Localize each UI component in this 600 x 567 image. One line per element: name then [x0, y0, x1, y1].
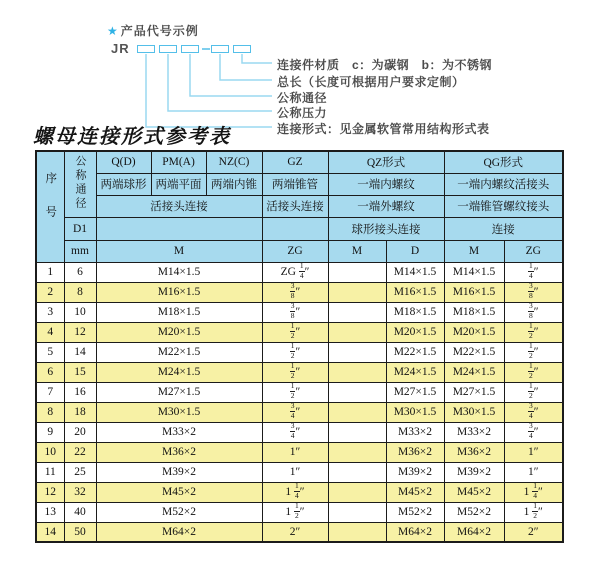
code-label-length: 总长（长度可根据用户要求定制） — [277, 75, 465, 89]
cell-qg-m: M16×1.5 — [444, 282, 504, 302]
cell-qz-d: M18×1.5 — [386, 302, 444, 322]
code-box-1 — [137, 45, 155, 53]
cell-m: M30×1.5 — [96, 402, 262, 422]
cell-m: M18×1.5 — [96, 302, 262, 322]
cell-seq: 12 — [36, 482, 64, 502]
code-label-material: 连接件材质 c：为碳钢 b：为不锈钢 — [277, 58, 493, 72]
cell-gz: $\frac{3}{4}$ ″ — [262, 402, 328, 422]
cell-mm: 6 — [64, 262, 96, 282]
cell-gz: $\frac{1}{2}$ ″ — [262, 362, 328, 382]
cell-seq: 1 — [36, 262, 64, 282]
header-union-conn: 活接头连接 — [96, 195, 262, 217]
cell-qz-m — [328, 522, 386, 542]
cell-qz-d: M27×1.5 — [386, 382, 444, 402]
cell-gz: 2″ — [262, 522, 328, 542]
cell-seq: 5 — [36, 342, 64, 362]
cell-mm: 22 — [64, 442, 96, 462]
code-label-bore: 公称通径 — [277, 91, 328, 105]
cell-qg-m: M36×2 — [444, 442, 504, 462]
cell-qz-m — [328, 342, 386, 362]
cell-qz-m — [328, 282, 386, 302]
header-code-nz: NZ(C) — [206, 151, 262, 173]
header-pm-ends: 两端平面 — [151, 173, 206, 195]
header-qz-ext-thread: 一端外螺纹 — [328, 195, 444, 217]
header-qz-ball-conn: 球形接头连接 — [328, 217, 444, 240]
cell-gz: $\frac{1}{2}$ ″ — [262, 342, 328, 362]
header-gz-ends: 两端锥管 — [262, 173, 328, 195]
cell-m: M33×2 — [96, 422, 262, 442]
cell-qg-m: M20×1.5 — [444, 322, 504, 342]
header-gz-conn: 活接头连接 — [262, 195, 328, 217]
cell-qg-zg: $\frac{3}{4}$ ″ — [504, 402, 563, 422]
cell-mm: 18 — [64, 402, 96, 422]
cell-gz: 1 $\frac{1}{2}$ ″ — [262, 502, 328, 522]
header-d1: D1 — [64, 217, 96, 240]
header-unit-qz-d: D — [386, 240, 444, 262]
cell-qg-m: M30×1.5 — [444, 402, 504, 422]
cell-mm: 8 — [64, 282, 96, 302]
header-qg-taper-thread: 一端锥管螺纹接头 — [444, 195, 563, 217]
table-row — [36, 422, 563, 442]
cell-mm: 15 — [64, 362, 96, 382]
header-qg-conn: 连接 — [444, 217, 563, 240]
table-row — [36, 362, 563, 382]
table-row — [36, 322, 563, 342]
cell-seq: 8 — [36, 402, 64, 422]
code-label-pressure: 公称压力 — [277, 106, 328, 120]
cell-m: M64×2 — [96, 522, 262, 542]
cell-qg-m: M45×2 — [444, 482, 504, 502]
cell-qg-m: M52×2 — [444, 502, 504, 522]
cell-qz-d: M30×1.5 — [386, 402, 444, 422]
cell-qg-zg: $\frac{1}{2}$ ″ — [504, 362, 563, 382]
cell-m: M24×1.5 — [96, 362, 262, 382]
header-code-q: Q(D) — [96, 151, 151, 173]
cell-m: M27×1.5 — [96, 382, 262, 402]
cell-gz: 1″ — [262, 462, 328, 482]
cell-mm: 40 — [64, 502, 96, 522]
cell-qz-d: M24×1.5 — [386, 362, 444, 382]
cell-qz-m — [328, 362, 386, 382]
code-prefix: JR — [111, 41, 130, 56]
code-box-4 — [211, 45, 229, 53]
cell-qz-m — [328, 502, 386, 522]
cell-seq: 13 — [36, 502, 64, 522]
cell-qz-m — [328, 262, 386, 282]
cell-qg-m: M39×2 — [444, 462, 504, 482]
cell-qg-zg: 1 $\frac{1}{4}$ ″ — [504, 482, 563, 502]
header-code-gz: GZ — [262, 151, 328, 173]
header-q-ends: 两端球形 — [96, 173, 151, 195]
cell-seq: 10 — [36, 442, 64, 462]
cell-m: M45×2 — [96, 482, 262, 502]
cell-qz-m — [328, 482, 386, 502]
cell-qz-d: M14×1.5 — [386, 262, 444, 282]
cell-qg-zg: $\frac{3}{8}$ ″ — [504, 302, 563, 322]
cell-qg-m: M64×2 — [444, 522, 504, 542]
cell-gz: $\frac{3}{8}$ ″ — [262, 302, 328, 322]
table-row — [36, 522, 563, 542]
cell-qg-zg: 1″ — [504, 442, 563, 462]
header-unit-m: M — [96, 240, 262, 262]
table-row — [36, 502, 563, 522]
table-row — [36, 342, 563, 362]
table-row — [36, 442, 563, 462]
cell-gz: 1″ — [262, 442, 328, 462]
table-header — [36, 151, 563, 262]
cell-qz-m — [328, 322, 386, 342]
cell-gz: $\frac{3}{8}$ ″ — [262, 282, 328, 302]
cell-qg-m: M18×1.5 — [444, 302, 504, 322]
cell-qg-m: M14×1.5 — [444, 262, 504, 282]
cell-gz: 1 $\frac{1}{4}$ ″ — [262, 482, 328, 502]
cell-qz-m — [328, 382, 386, 402]
cell-seq: 2 — [36, 282, 64, 302]
header-qg-thread: 一端内螺纹活接头 — [444, 173, 563, 195]
cell-gz: $\frac{1}{2}$ ″ — [262, 382, 328, 402]
cell-mm: 32 — [64, 482, 96, 502]
header-nz-ends: 两端内锥 — [206, 173, 262, 195]
cell-qz-d: M36×2 — [386, 442, 444, 462]
cell-seq: 3 — [36, 302, 64, 322]
cell-m: M14×1.5 — [96, 262, 262, 282]
cell-mm: 25 — [64, 462, 96, 482]
header-code-qg: QG形式 — [444, 151, 563, 173]
cell-qz-d: M64×2 — [386, 522, 444, 542]
cell-m: M52×2 — [96, 502, 262, 522]
cell-qz-d: M22×1.5 — [386, 342, 444, 362]
cell-qg-zg: $\frac{3}{8}$ ″ — [504, 282, 563, 302]
cell-qg-zg: $\frac{1}{2}$ ″ — [504, 342, 563, 362]
cell-qg-zg: $\frac{1}{2}$ ″ — [504, 382, 563, 402]
cell-m: M16×1.5 — [96, 282, 262, 302]
cell-m: M20×1.5 — [96, 322, 262, 342]
cell-mm: 12 — [64, 322, 96, 342]
code-label-connection: 连接形式：见金属软管常用结构形式表 — [277, 122, 490, 136]
cell-qg-zg: $\frac{3}{4}$ ″ — [504, 422, 563, 442]
cell-mm: 16 — [64, 382, 96, 402]
cell-qz-d: M16×1.5 — [386, 282, 444, 302]
code-box-5 — [233, 45, 251, 53]
cell-qz-m — [328, 302, 386, 322]
header-bore: 公称通径 — [64, 151, 96, 217]
table-row — [36, 382, 563, 402]
cell-qg-zg: 2″ — [504, 522, 563, 542]
star-icon: ★ — [107, 24, 119, 38]
cell-mm: 50 — [64, 522, 96, 542]
example-title — [107, 22, 199, 39]
header-code-pm: PM(A) — [151, 151, 206, 173]
example-title-text: 产品代号示例 — [120, 24, 199, 38]
cell-mm: 20 — [64, 422, 96, 442]
cell-seq: 4 — [36, 322, 64, 342]
cell-qz-m — [328, 442, 386, 462]
header-unit-qg-m: M — [444, 240, 504, 262]
header-unit-qz-m: M — [328, 240, 386, 262]
code-box-3 — [181, 45, 199, 53]
header-blank-1 — [96, 217, 262, 240]
header-unit-qg-zg: ZG — [504, 240, 563, 262]
cell-gz: $\frac{1}{2}$ ″ — [262, 322, 328, 342]
table-row — [36, 402, 563, 422]
cell-qg-zg: $\frac{1}{4}$ ″ — [504, 262, 563, 282]
cell-qz-d: M52×2 — [386, 502, 444, 522]
table-body — [36, 262, 563, 542]
header-blank-2 — [262, 217, 328, 240]
cell-qg-m: M33×2 — [444, 422, 504, 442]
cell-qg-zg: $\frac{1}{2}$ ″ — [504, 322, 563, 342]
table-row — [36, 462, 563, 482]
cell-seq: 9 — [36, 422, 64, 442]
table-row — [36, 262, 563, 282]
cell-gz: $\frac{3}{4}$ ″ — [262, 422, 328, 442]
cell-qg-zg: 1″ — [504, 462, 563, 482]
header-unit-zg: ZG — [262, 240, 328, 262]
nut-connection-table — [35, 150, 564, 543]
cell-qz-m — [328, 462, 386, 482]
cell-qz-d: M45×2 — [386, 482, 444, 502]
cell-qg-m: M22×1.5 — [444, 342, 504, 362]
table-row — [36, 282, 563, 302]
cell-qg-zg: 1 $\frac{1}{2}$ ″ — [504, 502, 563, 522]
cell-seq: 11 — [36, 462, 64, 482]
table-row — [36, 302, 563, 322]
cell-seq: 7 — [36, 382, 64, 402]
cell-mm: 10 — [64, 302, 96, 322]
cell-qz-m — [328, 422, 386, 442]
cell-qg-m: M24×1.5 — [444, 362, 504, 382]
header-code-qz: QZ形式 — [328, 151, 444, 173]
header-mm: mm — [64, 240, 96, 262]
table-row — [36, 482, 563, 502]
cell-gz: ZG $\frac{1}{4}$ ″ — [262, 262, 328, 282]
page-title: 螺母连接形式参考表 — [33, 124, 231, 148]
cell-seq: 14 — [36, 522, 64, 542]
cell-qz-d: M39×2 — [386, 462, 444, 482]
cell-m: M22×1.5 — [96, 342, 262, 362]
header-seq: 序号 — [36, 151, 64, 262]
cell-m: M39×2 — [96, 462, 262, 482]
header-qz-thread: 一端内螺纹 — [328, 173, 444, 195]
cell-m: M36×2 — [96, 442, 262, 462]
cell-qz-d: M20×1.5 — [386, 322, 444, 342]
cell-mm: 14 — [64, 342, 96, 362]
cell-qz-m — [328, 402, 386, 422]
cell-qz-d: M33×2 — [386, 422, 444, 442]
code-box-2 — [159, 45, 177, 53]
cell-qg-m: M27×1.5 — [444, 382, 504, 402]
cell-seq: 6 — [36, 362, 64, 382]
